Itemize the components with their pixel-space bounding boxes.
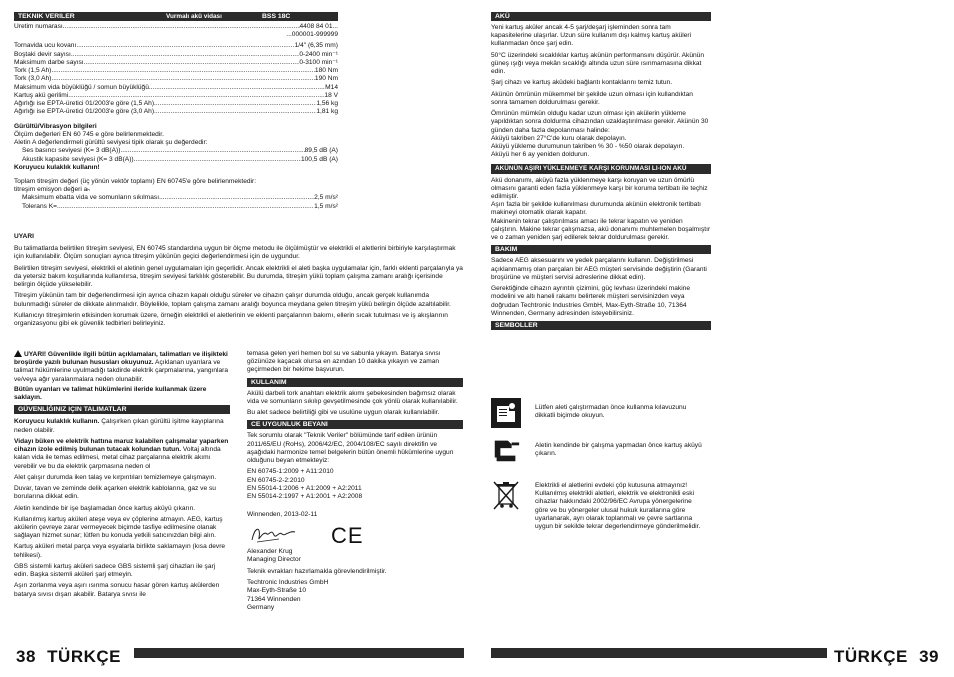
page-number: 39: [919, 647, 939, 666]
language-label: TÜRKÇE: [47, 647, 121, 666]
noise-title: Gürültü/Vibrasyon bilgileri: [14, 122, 97, 130]
safety-bold: Vidayı büken ve elektrik hattına maruz kalabilen çalışmalar yaparken cihazın izole edilmiş bulunan tutacak kolundan tutun.: [14, 437, 229, 454]
battery-paragraph: Şarj cihazı ve kartuş aküdeki bağlantı kontaklarını temiz tutun.: [491, 79, 673, 87]
place-date: Winnenden, 2013-02-11: [247, 511, 318, 519]
ear-protection-note: Koruyucu kulaklık kullanın!: [14, 163, 100, 171]
symbol-text: Aletin kendinde bir çalışma yapmadan önce kartuş aküyü çıkarın.: [535, 442, 702, 458]
usage-paragraph: Bu alet sadece belirtiliği gibi ve usulüne uygun olarak kullanılabilir.: [247, 409, 440, 417]
tech-data-title: TEKNIK VERILER: [18, 13, 75, 20]
vibration-intro: Toplam titreşim değeri (üç yönün vektör toplamı) EN 60745'e göre belirlenmektedir:: [14, 177, 257, 185]
maintenance-paragraph: Sadece AEG aksesuarını ve yedek parçalarını kullanın. Değiştirilmesi açıklanmamış olan parçaları bir AEG müşteri servisinde değiştirin (Garanti broşürüne ve müşteri servisi adreslerine dikkat edin).: [491, 257, 707, 281]
spec-row: Ağırlığı ise EPTA-üretici 01/2003'e göre (1,5 Ah) ..... 1,56 kg: [14, 100, 338, 108]
safety-paragraph: Aşırı zorlanma veya aşırı ısınma sonucu hasar gören kartuş akülerden batarya sıvısı dışarı akabilir. Batarya sıvısı ile: [14, 582, 220, 598]
battery-paragraph: 50°C üzerindeki sıcaklıklar kartuş akünün performansını düşürür. Akünün güneş ışığı veya mekân sıcaklığı altında uzun süre ısınmamasına dikkat edin.: [491, 51, 705, 76]
signer-name: Alexander Krug: [247, 547, 293, 555]
safety-paragraph: GBS sistemli kartuş aküleri sadece GBS sistemli şarj cihazları ile şarj edin. Başka sistemli aküleri şarj etmeyin.: [14, 562, 216, 579]
spec-row: Maksimum darbe sayısı ..... 0-3100 min⁻¹: [14, 59, 338, 67]
signature: [249, 522, 299, 546]
company-line: Max-Eyth-Straße 10: [247, 587, 306, 595]
general-warning-text: Açıklanan uyarılara ve talimat hükümlerine uyulmadığı takdirde elektrik çarpmalarına, yangınlara ve/veya ağır yaralanmalara neden olunabilir.: [14, 359, 229, 383]
symbols-header: SEMBOLLER: [491, 321, 711, 330]
vibration-row: Maksimum ebatta vida ve somunların sıkılması ..... 2,5 m/s²: [14, 194, 338, 202]
overload-paragraph: Akü donanımı, aküyü fazla yüklenmeye karşı koruyan ve uzun ömürlü olmasını garanti eden fazla yüklenmeye karşı bir koruma tertibatı ile teçhiz edilmiştir. Aşırı fazla bir şekilde kullanılması durumunda akünün elektronik tertibatı makineyi otomatik olarak kapatır. Makinenin tekrar çalıştırılması amacı ile tekrar kapatın ve yeniden çalıştırın. Makine tekrar çalışmazsa, akü donanımı muhtemelen boşalmıştır ve o zaman yeniden şarj edilerek tekrar doldurulması gerekir.: [491, 176, 711, 242]
warning-triangle-icon: [14, 350, 22, 357]
ce-paragraph: Tek sorumlu olarak "Teknik Veriler" bölümünde tarif edilen ürünün 2011/65/EU (RoHs), 2006/42/EC, 2004/108/EC sayılı direktifin ve aşağıdaki harmonize temel belgelerin bütün önemli hükümlerine uygun olduğunu beyan etmekteyiz:: [247, 432, 454, 465]
symbol-text: Elektrikli el aletlerini evdeki çöp kutusuna atmayınız! Kullanılmış elektrikli aletleri, elektrik ve elektronikli eski cihazlar hakkındaki 2002/96/EC Avrupa yönergelerine göre ve bu yönergeler ulusal hukuk kurallarına göre uyarlanarak, ayrı olarak toplanmalı ve çevre sartlarına uygun bir sekilde tekrar degerlendirmeye gönderilmelidir.: [535, 482, 701, 531]
battery-paragraph: Yeni kartuş aküler ancak 4-5 şarj/deşarj işleminden sonra tam kapasitelerine ulaşırlar. Uzun süre kullanım dışı kalmış kartuş aküleri kullanmadan önce şarj edin.: [491, 24, 692, 48]
noise-intro-2: Aletin A değerlendirmeli gürültü seviyesi tipik olarak şu değerdedir:: [14, 139, 208, 147]
ce-header: CE UYGUNLUK BEYANI: [247, 420, 463, 429]
spec-row: Ağırlığı ise EPTA-üretici 01/2003'e göre (3,0 Ah) ..... 1,81 kg: [14, 108, 338, 116]
signer-title: Managing Director: [247, 555, 301, 563]
battery-fluid-continued: temasa gelen yeri hemen bol su ve sabunla yıkayın. Batarya sıvısı gözünüze kaçacak olursa en azından 10 dakika yıkayın ve zaman geçirmeden bir hekime başvurun.: [247, 350, 441, 374]
standard-item: EN 60745-2-2:2010: [247, 476, 305, 484]
noise-row: Ses basıncı seviyesi (K= 3 dB(A)) ..... 89,5 dB (A): [14, 147, 338, 155]
warning-paragraph: Bu talimatlarda belirtilen titreşim seviyesi, EN 60745 standardına uygun bir ölçme metodu ile ölçülmüştür ve elektrikli el aletlerini birbiriyle karşılaştırmak için kullanılabilir. Ölçüm sonuçları ayrıca titreşim yükünün geçici değerlendirmesi için de uygundur.: [14, 245, 456, 261]
maintenance-header: BAKIM: [491, 245, 711, 254]
model-name: BSS 18C: [262, 13, 291, 20]
tech-data-header: [14, 12, 338, 21]
ce-mark: CE: [331, 522, 364, 548]
standard-item: EN 60745-1:2009 + A11:2010: [247, 468, 334, 476]
warning-paragraph: Titreşim yükünün tam bir değerlendirmesi için ayrıca cihazın kapalı olduğu süreler ve cihazın çalışır durumda olduğu, ancak gerçek kullanımda bulunmadığı süreler de dikkate alınmalıdır. Böylelikle, toplam çalışma zamanı aralığı boyunca meydana gelen titreşim yükü belirgin ölçüde azaltılabilir.: [14, 292, 451, 308]
safety-paragraph: Kartuş aküleri metal parça veya eşyalarla birlikte saklamayın (kısa devre tehlikesi).: [14, 543, 226, 559]
tool-type: Vurmalı akü vidası: [166, 13, 222, 20]
usage-header: KULLANIM: [247, 378, 463, 387]
company-line: 71364 Winnenden: [247, 595, 301, 603]
overload-header: AKÜNÜN AŞIRI YÜKLENMEYE KARŞI KORUNMASI LI-ION AKÜ: [491, 164, 711, 174]
spec-row: Tork (3,0 Ah) ..... 190 Nm: [14, 75, 338, 83]
safety-paragraph: Aletin kendinde bir işe başlamadan önce kartuş aküyü çıkarın.: [14, 504, 196, 512]
warning-paragraph: Belirtilen titreşim seviyesi, elektrikli el aletinin genel uygulamaları için geçerlidir. Ancak elektrikli el aleti başka uygulamalar için, farklı eklenti parçalarıyla ya da yetersiz bakım koşullarında kullanılırsa, titreşim seviyesi farklılık gösterebilir. Bu durumda, titreşim yükü toplam çalışma zamanı aralığı içerisinde belirgin ölçüde yükselebilir.: [14, 264, 463, 289]
page-number: 38: [16, 647, 36, 666]
page-number-39: [827, 646, 941, 670]
safety-paragraph: Duvar, tavan ve zeminde delik açarken elektrik kablolarına, gaz ve su borularına dikkat edin.: [14, 485, 216, 501]
vibration-sub: titreşim emisyon değeri aₕ: [14, 186, 90, 194]
spec-row: Tornavida ucu kovanı ..... 1/4" (6,35 mm): [14, 42, 338, 50]
spec-list: [14, 23, 338, 211]
spec-row: Üretim numarası ..... 4408 84 01...: [14, 23, 338, 31]
spec-row: Kartuş akü gerilimi ..... 18 V: [14, 92, 338, 100]
battery-paragraph: Ömrünün mümkün olduğu kadar uzun olması için akülerin yükleme yapıldıktan sonra doldurma cihazından uzaklaştırılması gerekir. Akünün 30 günden daha fazla depolanması halinde: Aküyü takriben 27°C'de kuru olarak depolayın. Aküyü yükleme durumunun takriben % 30 - %50 olarak depolayın. Aküyü her 6 ay yeniden doldurun.: [491, 110, 709, 159]
battery-paragraph: Akünün ömrünün mükemmel bir şekilde uzun olması için kullandıktan sonra tamamen doldurulması gerekir.: [491, 90, 693, 106]
symbol-text: Lütfen aleti çalıştırmadan önce kullanma kılavuzunu dikkatli biçimde okuyun.: [535, 404, 687, 420]
noise-row: Akustik kapasite seviyesi (K= 3 dB(A)) ..... 100,5 dB (A): [14, 156, 338, 164]
page-number-38: [14, 646, 134, 670]
spec-row: ...000001-999999: [286, 31, 338, 39]
safety-paragraph: Kullanılmış kartuş aküleri ateşe veya ev çöplerine atmayın. AEG, kartuş akülerin çevreye zarar vermeyecek biçimde tasfiye edilmesine olanak sağlayan hizmet sunar; lütfen bu konuda yetkili satıcınızdan bilgi alın.: [14, 515, 223, 540]
vibration-row: Tolerans K= ..... 1,5 m/s²: [14, 203, 338, 211]
authorization: Teknik evrakları hazırlamakla görevlendirilmiştir.: [247, 567, 387, 575]
safety-bold: Koruyucu kulaklık kullanın.: [14, 418, 100, 426]
page-39: [477, 0, 954, 677]
spec-row: Maksimum vida büyüklüğü / somun büyüklüğü ..... M14: [14, 84, 338, 92]
keep-instructions: Bütün uyarıları ve talimat hükümlerini ileride kullanmak üzere saklayın.: [14, 385, 207, 402]
standard-item: EN 55014-2:1997 + A1:2001 + A2:2008: [247, 493, 363, 501]
usage-column: [247, 350, 463, 612]
safety-paragraph: Alet çalışır durumda iken talaş ve kırpıntıları temizlemeye çalışmayın.: [14, 473, 217, 481]
remove-battery-icon: [491, 436, 521, 464]
company-line: Techtronic Industries GmbH: [247, 579, 329, 587]
warning-section: [14, 233, 464, 331]
safety-header: GÜVENLİĞINIZ IÇIN TALIMATLAR: [14, 405, 230, 414]
weee-bin-icon: [491, 480, 521, 512]
warning-paragraph: Kullanıcıyı titreşimlerin etkisinden korumak üzere, örneğin elektrikli el aletlerinin ve eklenti parçalarının bakımı, ellerin sıcak tutulması ve iş akışlarının organizasyonu gibi ek güvenlik tedbirleri belirleyiniz.: [14, 311, 448, 328]
spec-row: Boştaki devir sayısı ..... 0-2400 min⁻¹: [14, 51, 338, 59]
general-warning-bold: UYARI! Güvenlikle ilgili bütün açıklamaları, talimatları ve ilişikteki broşürde yazılı bulunan hususları okuyunuz.: [14, 351, 228, 367]
spec-row: Tork (1,5 Ah) ..... 180 Nm: [14, 67, 338, 75]
usage-paragraph: Akülü darbeli tork anahtarı elektrik akımı şebekesinden bağımsız olarak vida ve somunların sıkılıp gevşetilmesinde çok yönlü olarak kullanılabilir.: [247, 389, 458, 405]
warning-title: UYARI: [14, 233, 34, 240]
maintenance-paragraph: Gerektiğinde cihazın ayrıntılı çizimini, güç levhası üzerindeki makine modelini ve altı haneli rakamı belirterek müşteri servisinizden veya doğrudan Techtronic Industries GmbH, Max-Eyth-Straße 10, 71364 Winnenden, Germany adresinden isteyebilirsiniz.: [491, 285, 691, 317]
read-manual-icon: [491, 398, 521, 428]
battery-column: [491, 12, 711, 330]
noise-intro: Ölçüm değerleri EN 60 745 e göre belirlenmektedir.: [14, 130, 164, 138]
safety-column: UYARI! Güvenlikle ilgili bütün açıklamaları, talimatları ve ilişikteki broşürde yazılı bulunan hususları okuyunuz. Açıklanan uyarılara ve talimat hükümlerine uyulmadığı takdirde elektrik çarpmalarına, yangınlara ve/veya ağır yaralanmalara neden olunabilir. Bütün uyarıları ve talimat hükümlerini ileride kullanmak üzere saklayın. GÜVENLİĞINIZ IÇIN TALIMATLAR Koruyucu kulaklık kullanın. Çalışırken çıkan gürültü işitme kayıplarına neden olabilir. Vidayı büken ve elektrik hattına maruz kalabilen çalışmalar yaparken cihazın izole edilmiş bulunan tutacak kolundan tutun. Voltaj altında kalan vida ile temas edilmesi, metal cihaz parçalarına elektrik akımı verebilir ve bu da elektrik çarpmasına neden ol Alet çalışır durumda iken talaş ve kırpıntıları temizlemeye çalışmayın. Duvar, tavan ve zeminde delik açarken elektrik kablolarına, gaz ve su borularına dikkat edin. Aletin kendinde bir işe başlamadan önce kartuş aküyü çıkarın. Kullanılmış kartuş aküleri ateşe veya ev çöplerine atmayın. AEG, kartuş akülerin çevreye zarar vermeyecek biçimde tasfiye edilmesine olanak sağlayan hizmet sunar; lütfen bu konuda yetkili satıcınızdan bilgi alın. Kartuş aküleri metal parça veya eşyalarla birlikte saklamayın (kısa devre tehlikesi). GBS sistemli kartuş aküleri sadece GBS sistemli şarj cihazları ile şarj edin. Başka sistemli aküleri şarj etmeyin. Aşırı zorlanma veya aşırı ısınma sonucu hasar gören kartuş akülerden batarya sıvısı dışarı akabilir. Batarya sıvısı ile: [14, 351, 229, 598]
standard-item: EN 55014-1:2006 + A1:2009 + A2:2011: [247, 484, 362, 492]
company-line: Germany: [247, 603, 275, 611]
language-label: TÜRKÇE: [834, 647, 908, 666]
battery-header: AKÜ: [491, 12, 711, 21]
